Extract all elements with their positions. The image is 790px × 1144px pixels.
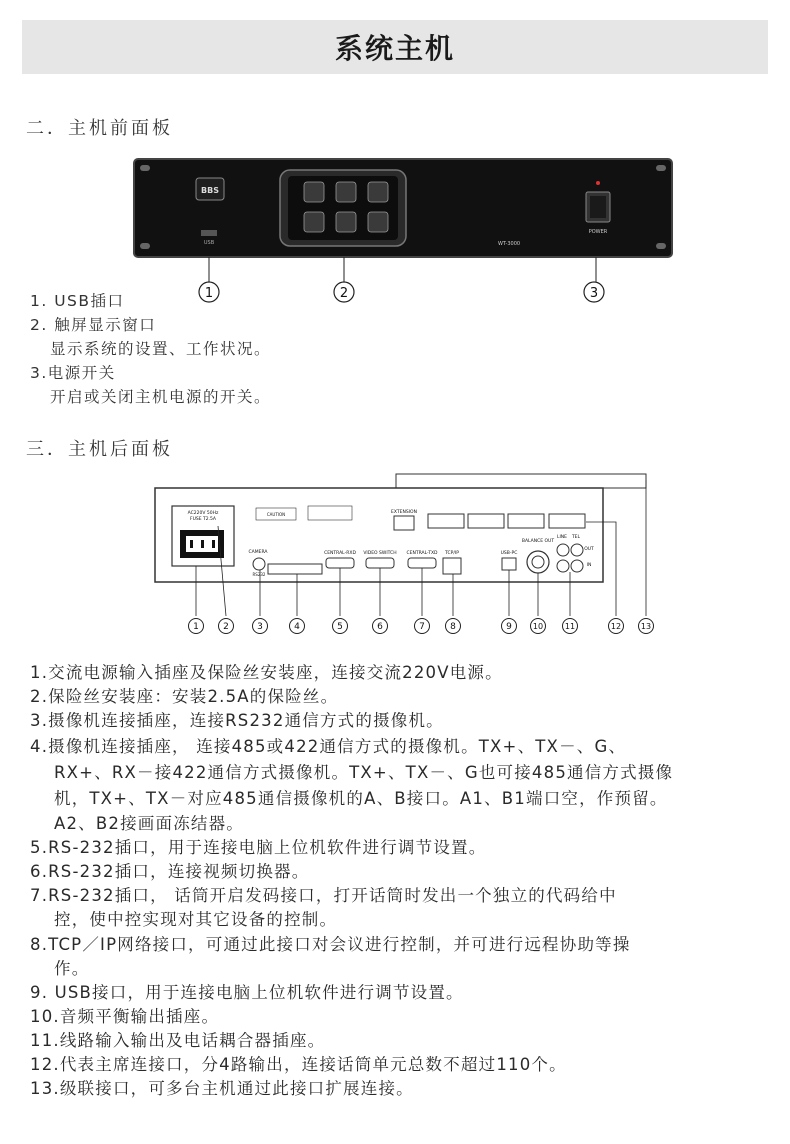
rear-item-13: 13.级联接口，可多台主机通过此接口扩展连接。 (30, 1079, 414, 1098)
rear-item-9: 9. USB接口，用于连接电脑上位机软件进行调节设置。 (30, 983, 464, 1002)
usb-label: USB (203, 240, 215, 246)
front-item-3: 3.电源开关 (30, 364, 116, 382)
rear-item-4-line4: A2、B2接画面冻结器。 (54, 814, 245, 833)
chairman-port-2 (468, 514, 504, 528)
rca-line-out (557, 544, 569, 556)
rear-chassis-top (396, 474, 646, 488)
rear-item-6: 6.RS-232插口，连接视频切换器。 (30, 862, 310, 881)
rear-item-10: 10.音频平衡输出插座。 (30, 1007, 220, 1026)
tel-label: TEL (571, 535, 581, 540)
extension-port (394, 516, 414, 530)
rear-callout-7-text: 7 (419, 622, 425, 632)
rear-item-5: 5.RS-232插口，用于连接电脑上位机软件进行调节设置。 (30, 838, 487, 857)
power-rocker (590, 196, 606, 218)
logo-text: BBS (201, 186, 219, 195)
front-item-2-desc: 显示系统的设置、工作状况。 (50, 340, 272, 358)
rear-panel-figure (0, 470, 790, 640)
usb-pc-port (502, 558, 516, 570)
ac-label: AC220V 50Hz (187, 511, 219, 516)
rear-item-11: 11.线路输入输出及电话耦合器插座。 (30, 1031, 326, 1050)
callout-3-text: 3 (589, 286, 599, 301)
power-led (596, 181, 600, 185)
rear-item-4: 4.摄像机连接插座， 连接485或422通信方式的摄像机。TX+、TX－、G、 (30, 737, 627, 756)
model-label: WT-3000 (498, 241, 521, 247)
front-item-1: 1. USB插口 (30, 292, 125, 310)
out-label: OUT (584, 547, 594, 552)
usb-port (201, 230, 217, 236)
rear-callout-10-text: 10 (532, 622, 544, 631)
central-txd-port (408, 558, 436, 568)
rear-item-3: 3.摄像机连接插座，连接RS232通信方式的摄像机。 (30, 711, 444, 730)
rear-callout-8-text: 8 (450, 622, 456, 632)
chairman-port-3 (508, 514, 544, 528)
extension-label: EXTENSION (391, 510, 417, 515)
tcp-port (443, 558, 461, 574)
chairman-port-1 (428, 514, 464, 528)
power-label: POWER (588, 229, 608, 235)
central-rxd-port (326, 558, 354, 568)
rear-item-8-line2: 作。 (54, 959, 90, 978)
screen-icon (368, 182, 388, 202)
tcp-label: TCP/IP (445, 551, 459, 556)
callout-1-text: 1 (204, 286, 214, 301)
rear-item-4-line2: RX+、RX－接422通信方式摄像机。TX+、TX－、G也可接485通信方式摄像 (54, 763, 674, 782)
front-panel-figure (0, 150, 790, 310)
rear-callout-9-text: 9 (506, 622, 512, 632)
rear-item-7-line2: 控，使中控实现对其它设备的控制。 (54, 910, 338, 929)
rear-item-1: 1.交流电源输入插座及保险丝安装座，连接交流220V电源。 (30, 663, 503, 682)
fuse-label: FUSE T2.5A (190, 517, 216, 522)
video-switch-port (366, 558, 394, 568)
rear-item-4-line3: 机，TX+、TX－对应485通信摄像机的A、B接口。A1、B1端口空，作预留。 (54, 789, 668, 808)
usb-pc-label: USB-PC (500, 551, 518, 556)
rca-tel-out (571, 544, 583, 556)
chairman-port-4 (549, 514, 585, 528)
camera-port (253, 558, 265, 570)
title-bar (22, 20, 768, 74)
front-panel-heading: 二．主机前面板 (26, 118, 173, 139)
rear-item-7: 7.RS-232插口， 话筒开启发码接口，打开话筒时发出一个独立的代码给中 (30, 886, 617, 905)
screen-icon (368, 212, 388, 232)
in-label: IN (586, 563, 592, 568)
rca-tel-in (571, 560, 583, 572)
rack-hole (140, 243, 150, 249)
rear-panel-heading: 三．主机后面板 (26, 439, 173, 460)
balance-label: BALANCE OUT (521, 539, 555, 544)
rear-callout-1-text: 1 (193, 622, 199, 632)
callout-2-text: 2 (339, 286, 349, 301)
screen-icon (304, 182, 324, 202)
rack-hole (656, 165, 666, 171)
rear-callout-13-text: 13 (640, 622, 652, 631)
line-label: LINE (556, 535, 568, 540)
rear-item-12: 12.代表主席连接口，分4路输出，连接话筒单元总数不超过110个。 (30, 1055, 567, 1074)
central-txd-label: CENTRAL-TXD (406, 551, 438, 556)
camera-label: CAMERA (248, 550, 268, 555)
screen-icon (336, 182, 356, 202)
rack-hole (140, 165, 150, 171)
rear-item-2: 2.保险丝安装座：安装2.5A的保险丝。 (30, 687, 339, 706)
terminal-block (268, 564, 322, 574)
rear-callout-11-text: 11 (564, 622, 576, 631)
screen-icon (304, 212, 324, 232)
rear-callout-3-text: 3 (257, 622, 263, 632)
rack-hole (656, 243, 666, 249)
video-switch-label: VIDEO SWITCH (363, 551, 397, 556)
warning-label (308, 506, 352, 520)
rear-callout-4-text: 4 (294, 622, 300, 632)
front-item-3-desc: 开启或关闭主机电源的开关。 (50, 388, 272, 406)
caution-text: CAUTION (266, 512, 286, 517)
screen-icon (336, 212, 356, 232)
central-rxd-label: CENTRAL-RXD (324, 551, 356, 556)
rear-callout-5-text: 5 (337, 622, 343, 632)
rear-callout-12-text: 12 (610, 622, 622, 631)
rca-line-in (557, 560, 569, 572)
rear-callout-6-text: 6 (377, 622, 383, 632)
rear-callout-2-text: 2 (223, 622, 229, 632)
rs232-label: RS232 (252, 572, 266, 577)
front-item-2: 2. 触屏显示窗口 (30, 316, 157, 334)
rear-item-8: 8.TCP／IP网络接口，可通过此接口对会议进行控制，并可进行远程协助等操 (30, 935, 631, 954)
page-title: 系统主机 (334, 32, 455, 65)
